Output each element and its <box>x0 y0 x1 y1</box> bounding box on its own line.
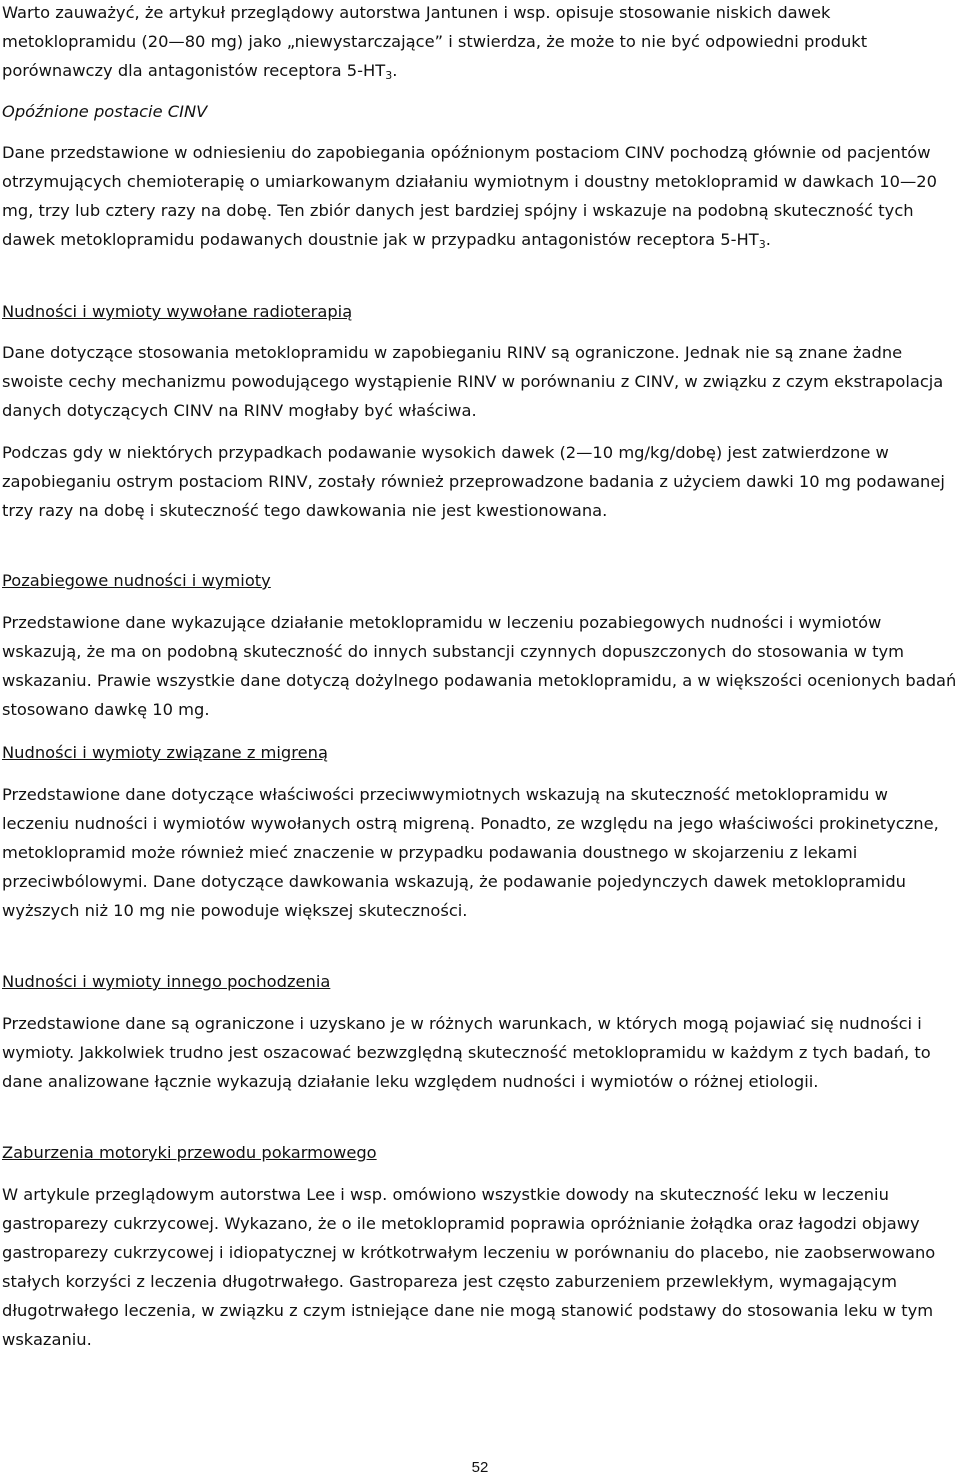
section-heading-delayed-cinv: Opóźnione postacie CINV <box>2 102 208 121</box>
section-heading-gi-motility: Zaburzenia motoryki przewodu pokarmowego <box>2 1143 377 1162</box>
paragraph-gi-motility: W artykule przeglądowym autorstwa Lee i wsp. omówiono wszystkie dowody na skuteczność leku w leczeniu gastroparezy cukrzycowej. Wykazano, że o ile metoklopramid poprawia opróżnianie żołądka oraz łagodzi objawy gastroparezy cukrzycowej i idiopatycznej w krótkotrwałym leczeniu w porównaniu do placebo, nie zaobserwowano stałych korzyści z leczenia długotrwałego. Gastropareza jest często zaburzeniem przewlekłym, wymagającym długotrwałego leczenia, w związku z czym istniejące dane nie mogą stanowić podstawy do stosowania leku w tym wskazaniu. <box>2 1185 936 1349</box>
section-heading-ponv: Pozabiegowe nudności i wymioty <box>2 571 271 590</box>
paragraph-rinv-2: Podczas gdy w niektórych przypadkach podawanie wysokich dawek (2—10 mg/kg/dobę) jest zatwierdzone w zapobieganiu ostrym postaciom RINV, zostały również przeprowadzone badania z użyciem dawki 10 mg podawanej trzy razy na dobę i skuteczność tego dawkowania nie jest kwestionowana. <box>2 443 945 520</box>
section-heading-other-origin: Nudności i wymioty innego pochodzenia <box>2 972 331 991</box>
paragraph-delayed-cinv: Dane przedstawione w odniesieniu do zapobiegania opóźnionym postaciom CINV pochodzą głównie od pacjentów otrzymujących chemioterapię o umiarkowanym działaniu wymiotnym i doustny metoklopramid w dawkach 10—20 mg, trzy lub cztery razy na dobę. Ten zbiór danych jest bardziej spójny i wskazuje na podobną skuteczność tych dawek metoklopramidu podawanych doustnie jak w przypadku antagonistów receptora $5-HT_3$. <box>2 143 938 251</box>
paragraph-ponv: Przedstawione dane wykazujące działanie metoklopramidu w leczeniu pozabiegowych nudności i wymiotów wskazują, że ma on podobną skuteczność do innych substancji czynnych dopuszczonych do stosowania w tym wskazaniu. Prawie wszystkie dane dotyczą dożylnego podawania metoklopramidu, a w większości ocenionych badań stosowano dawkę 10 mg. <box>2 613 957 719</box>
paragraph-rinv-1: Dane dotyczące stosowania metoklopramidu w zapobieganiu RINV są ograniczone. Jednak nie są znane żadne swoiste cechy mechanizmu powodującego wystąpienie RINV w porównaniu z CINV, w związku z czym ekstrapolacja danych dotyczących CINV na RINV mogłaby być właściwa. <box>2 343 944 420</box>
section-heading-migraine: Nudności i wymioty związane z migreną <box>2 743 328 762</box>
intro-paragraph: Warto zauważyć, że artykuł przeglądowy autorstwa Jantunen i wsp. opisuje stosowanie niskich dawek metoklopramidu (20—80 mg) jako „niewystarczające” i stwierdza, że może to nie być odpowiedni produkt porównawczy dla antagonistów receptora $5-HT_3$. <box>2 3 868 82</box>
paragraph-migraine: Przedstawione dane dotyczące właściwości przeciwwymiotnych wskazują na skuteczność metoklopramidu w leczeniu nudności i wymiotów wywołanych ostrą migreną. Ponadto, ze względu na jego właściwości prokinetyczne, metoklopramid może również mieć znaczenie w przypadku podawania doustnego w skojarzeniu z lekami przeciwbólowymi. Dane dotyczące dawkowania wskazują, że podawanie pojedynczych dawek metoklopramidu wyższych niż 10 mg nie powoduje większej skuteczności. <box>2 785 939 920</box>
paragraph-other-origin: Przedstawione dane są ograniczone i uzyskano je w różnych warunkach, w których mogą pojawiać się nudności i wymioty. Jakkolwiek trudno jest oszacować bezwzględną skuteczność metoklopramidu w każdym z tych badań, to dane analizowane łącznie wykazują działanie leku względem nudności i wymiotów o różnej etiologii. <box>2 1014 931 1091</box>
section-heading-rinv: Nudności i wymioty wywołane radioterapią <box>2 302 353 321</box>
page-number: 52 <box>471 1459 489 1476</box>
